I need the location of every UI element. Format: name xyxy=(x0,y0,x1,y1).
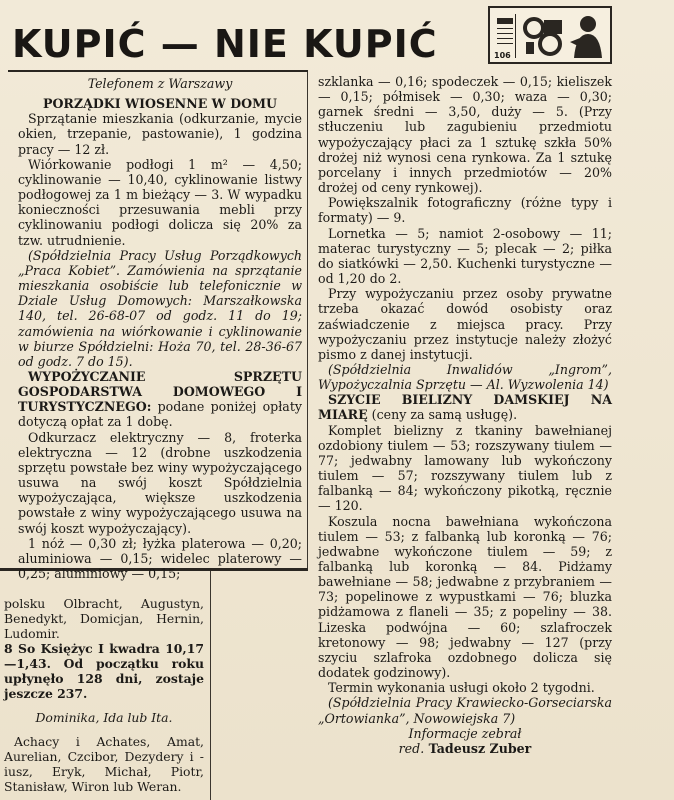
signature-prefix: red. xyxy=(398,740,425,756)
section-heading-cleaning: PORZĄDKI WIOSENNE W DOMU xyxy=(42,96,278,112)
column-logo xyxy=(488,6,612,64)
heading-text: WYPOŻYCZANIE SPRZĘTU GOSPODARSTWA DOMOWEGO I TURYSTYCZNEGO: xyxy=(18,368,302,415)
paragraph: Odkurzacz elektryczny — 8, froterka elektryczna — 12 (drobne uszkodzenia sprzętu powstałe bez winy wypożyczającego usuwa na swój koszt Spółdzielnia wypożyczająca, większe uszkodzenia powstałe z winy wypożyczającego usuwa na swój koszt wypożyczający). xyxy=(18,429,302,536)
heading-rest: podane poniżej opłaty dotyczą opłat za 1 dobę. xyxy=(18,399,302,430)
paragraph: Przy wypożyczaniu przez osoby prywatne trzeba okazać dowód osobisty oraz zaświadczenie z miejsca pracy. Przy wypożyczaniu przez instytucje należy złożyć pismo z danej instytucji. xyxy=(318,286,612,362)
source-note: (Spółdzielnia Pracy Usług Porządkowych „Praca Kobiet”. Zamówienia na sprzątanie mieszkania osobiście lub telefonicznie w Dziale Usług Domowych: Marszałkowska 140, tel. 26-68-07 od godz. 11 do 19; zamówienia na wiórkowanie i cyklinowanie w biurze Spółdzielni: Hoża 70, tel. 28-36-67 od godz. 7 do 15). xyxy=(18,247,302,369)
article-column-1 xyxy=(18,76,302,581)
name-day-line: Dominika, Ida lub Ita. xyxy=(35,710,173,725)
name-day-list: Achacy i Achates, Amat, Aurelian, Czcibor, Dezydery i -iusz, Eryk, Michał, Piotr, Stanisław, Wiron lub Weran. xyxy=(4,734,204,794)
page-title: KUPIĆ — NIE KUPIĆ xyxy=(12,22,438,66)
paragraph: szklanka — 0,16; spodeczek — 0,15; kieliszek — 0,15; półmisek — 0,30; waza — 0,30; garnek średni — 3,50, duży — 5. (Przy stłuczeniu lub zagubieniu przedmiotu wypożyczający płaci za 1 sztukę szkła 50% drożej niż wynosi cena rynkowa. Za 1 sztukę porcelany i innych przedmiotów — 20% drożej od ceny rynkowej). xyxy=(318,74,612,196)
paragraph: Termin wykonania usługi około 2 tygodni. xyxy=(328,680,595,696)
section-heading-sewing xyxy=(318,392,612,422)
calendar-number: 106 xyxy=(494,51,511,60)
heading-rest: (ceny za samą usługę). xyxy=(367,407,518,423)
signature-line: Informacje zebrał xyxy=(408,725,522,741)
paragraph: Komplet bielizny z tkaniny bawełnianej ozdobiony tiulem — 53; rozszywany tiulem — 77; jedwabny lamowany lub wykończony tiulem — 57; rozszywany tiulem lub z falbanką — 84; wykończony pikotką, ręcznie — 120. xyxy=(318,422,612,514)
byline: Telefonem z Warszawy xyxy=(87,76,233,91)
column-divider-lower xyxy=(210,571,211,800)
paragraph: Powiększalnik fotograficzny (różne typy i formaty) — 9. xyxy=(318,195,612,226)
calendar-column xyxy=(4,596,204,794)
section-heading-rental xyxy=(18,369,302,430)
source-note: (Spółdzielnia Pracy Krawiecko-Gorseciarska „Ortowianka”, Nowowiejska 7) xyxy=(318,695,612,726)
heading-text: SZYCIE BIELIZNY DAMSKIEJ NA MIARĘ xyxy=(318,392,612,423)
signature-author xyxy=(318,741,612,756)
woman-figure-icon xyxy=(566,12,606,60)
article-column-2 xyxy=(318,74,612,756)
source-note: (Spółdzielnia Inwalidów „Ingrom”, Wypożyczalnia Sprzętu — Al. Wyzwolenia 14) xyxy=(318,361,612,393)
column-divider xyxy=(307,72,308,568)
signature-name: Tadeusz Zuber xyxy=(424,740,532,756)
paragraph: 1 nóż — 0,30 zł; łyżka platerowa — 0,20; aluminiowa — 0,15; widelec platerowy — 0,25; aluminiowy — 0,15; xyxy=(18,535,302,581)
paragraph: Sprzątanie mieszkania (odkurzanie, mycie okien, trzepanie, pastowanie), 1 godzina pracy — 12 zł. xyxy=(18,111,302,157)
header-rule xyxy=(8,70,308,72)
paragraph: Lornetka — 5; namiot 2-osobowy — 11; materac turystyczny — 5; plecak — 2; piłka do siatkówki — 2,50. Kuchenki turystyczne — od 1,20 do 2. xyxy=(318,225,612,287)
logo-symbol xyxy=(520,14,568,66)
paragraph: Koszula nocna bawełniana wykończona tiulem — 53; z falbanką lub koronką — 76; jedwabne wykończone tiulem — 59; z falbanką lub koronką — 84. Pidżamy bawełniane — 58; jedwabne z przybraniem — 73; popelinowe z wypustkami — 76; bluzka pidżamowa z flaneli — 35; z popeliny — 38. Lizeska podwójna — 60; szlafroczek kretonowy — 98; jedwabny — 127 (przy szyciu szlafroka ozdobnego dolicza się dodatek godzinowy). xyxy=(318,513,612,681)
almanac-note: 8 So Księżyc I kwadra 10,17—1,43. Od początku roku upłynęło 128 dni, zostaje jeszcze 237. xyxy=(4,641,204,701)
paragraph: polsku Olbracht, Augustyn, Benedykt, Domicjan, Hernin, Ludomir. xyxy=(4,596,204,641)
paragraph: Wiórkowanie podłogi 1 m² — 4,50; cyklinowanie — 10,40, cyklinowanie listwy podłogowej za 1 m bieżący — 3. W wypadku konieczności przesuwania mebli przy cyklinowaniu podłogi dolicza się 20% za tzw. utrudnienie. xyxy=(18,156,302,248)
